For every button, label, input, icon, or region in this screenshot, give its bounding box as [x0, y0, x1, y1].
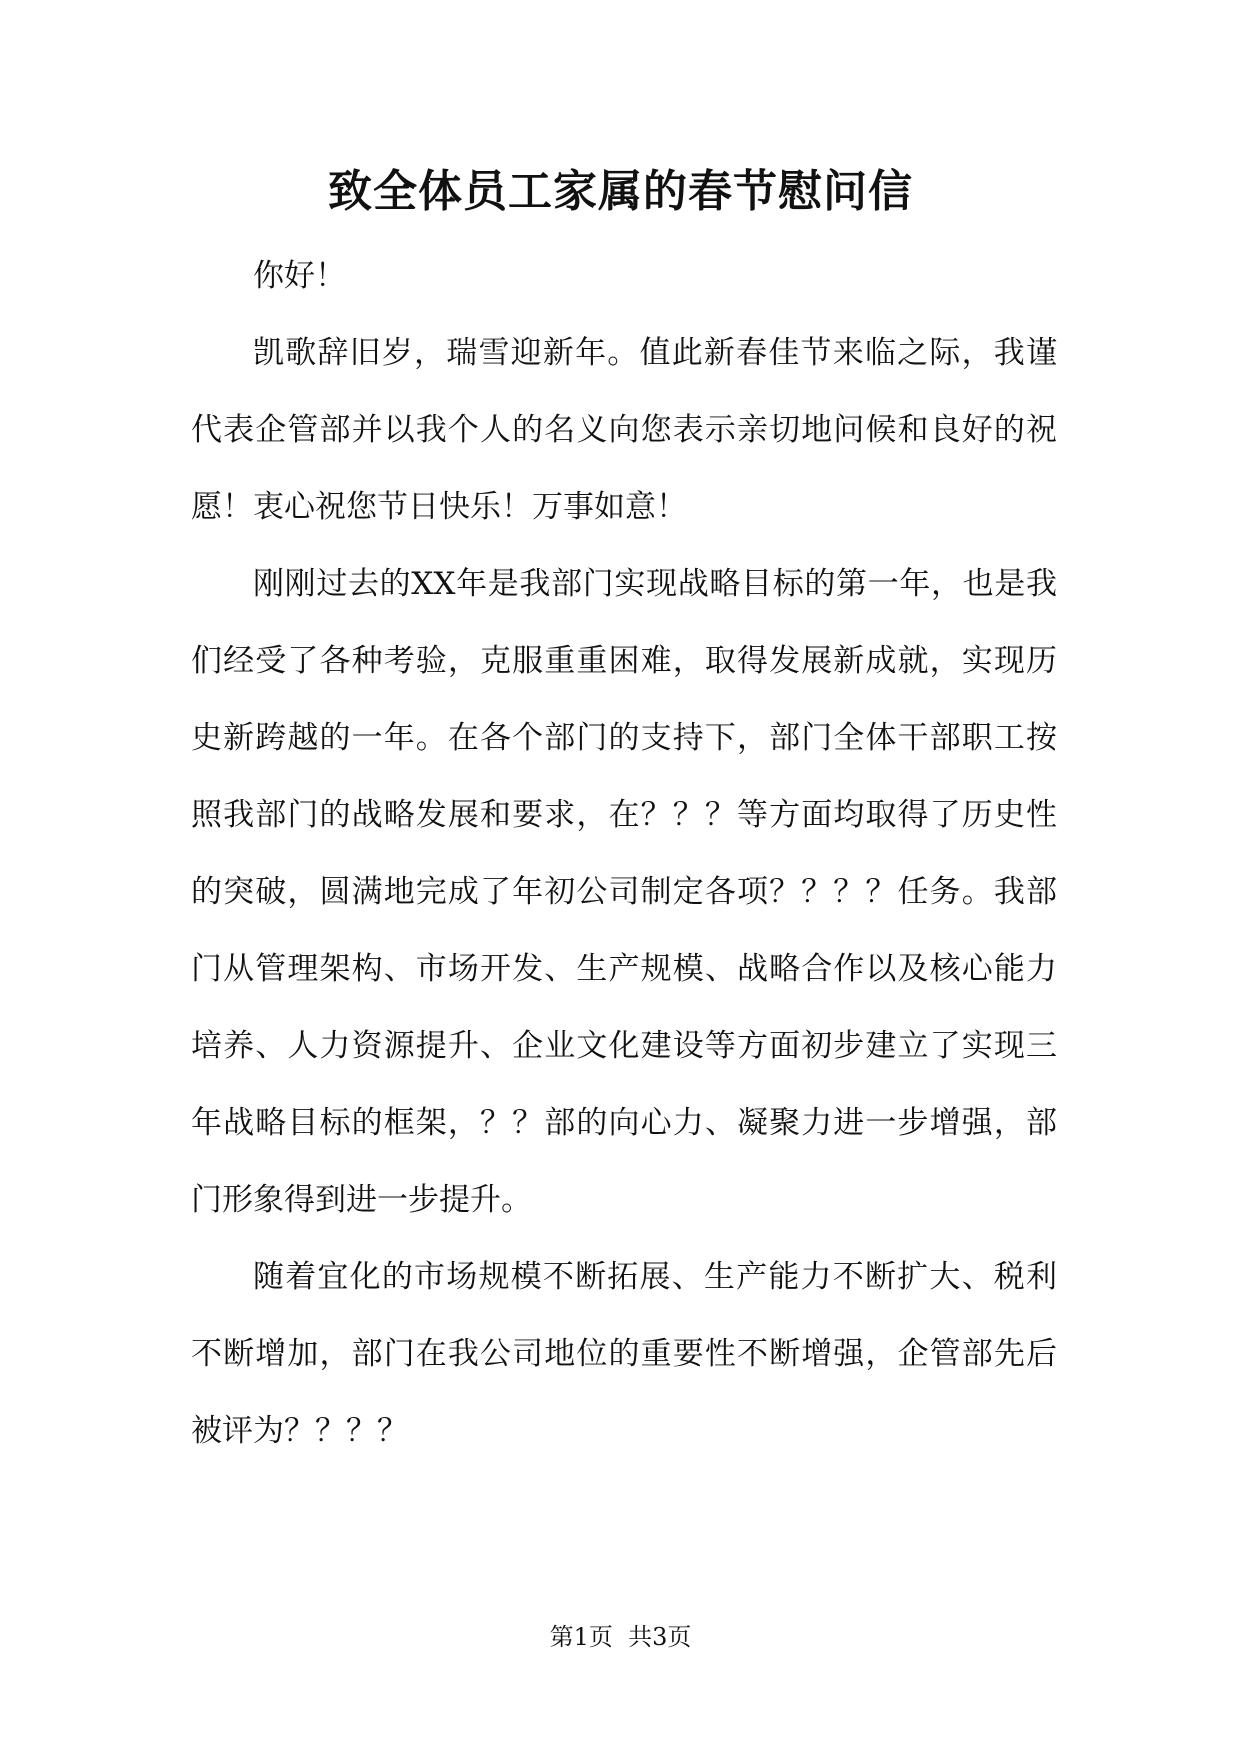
- body-paragraph-1: 凯歌辞旧岁，瑞雪迎新年。值此新春佳节来临之际，我谨代表企管部并以我个人的名义向您表示亲切地问候和良好的祝愿！衷心祝您节日快乐！万事如意！: [191, 335, 1057, 525]
- body-paragraph-2: 刚刚过去的XX年是我部门实现战略目标的第一年，也是我们经受了各种考验，克服重重困难，取得发展新成就，实现历史新跨越的一年。在各个部门的支持下，部门全体干部职工按照我部门的战略发展和要求，在？？？等方面均取得了历史性的突破，圆满地完成了年初公司制定各项？？？？任务。我部门从管理架构、市场开发、生产规模、战略合作以及核心能力培养、人力资源提升、企业文化建设等方面初步建立了实现三年战略目标的框架，？？部的向心力、凝聚力进一步增强，部门形象得到进一步提升。: [191, 566, 1057, 1218]
- page-footer: [0, 1620, 1241, 1654]
- page-title: 致全体员工家属的春节慰问信: [328, 166, 913, 217]
- body-paragraph-3: 随着宜化的市场规模不断拓展、生产能力不断扩大、税利不断增加，部门在我公司地位的重要性不断增强，企管部先后被评为？？？？: [191, 1259, 1057, 1449]
- page-number-label: 第1页 共3页: [549, 1623, 692, 1651]
- letter-body: [191, 238, 1057, 1470]
- greeting-paragraph: 你好！: [253, 258, 346, 294]
